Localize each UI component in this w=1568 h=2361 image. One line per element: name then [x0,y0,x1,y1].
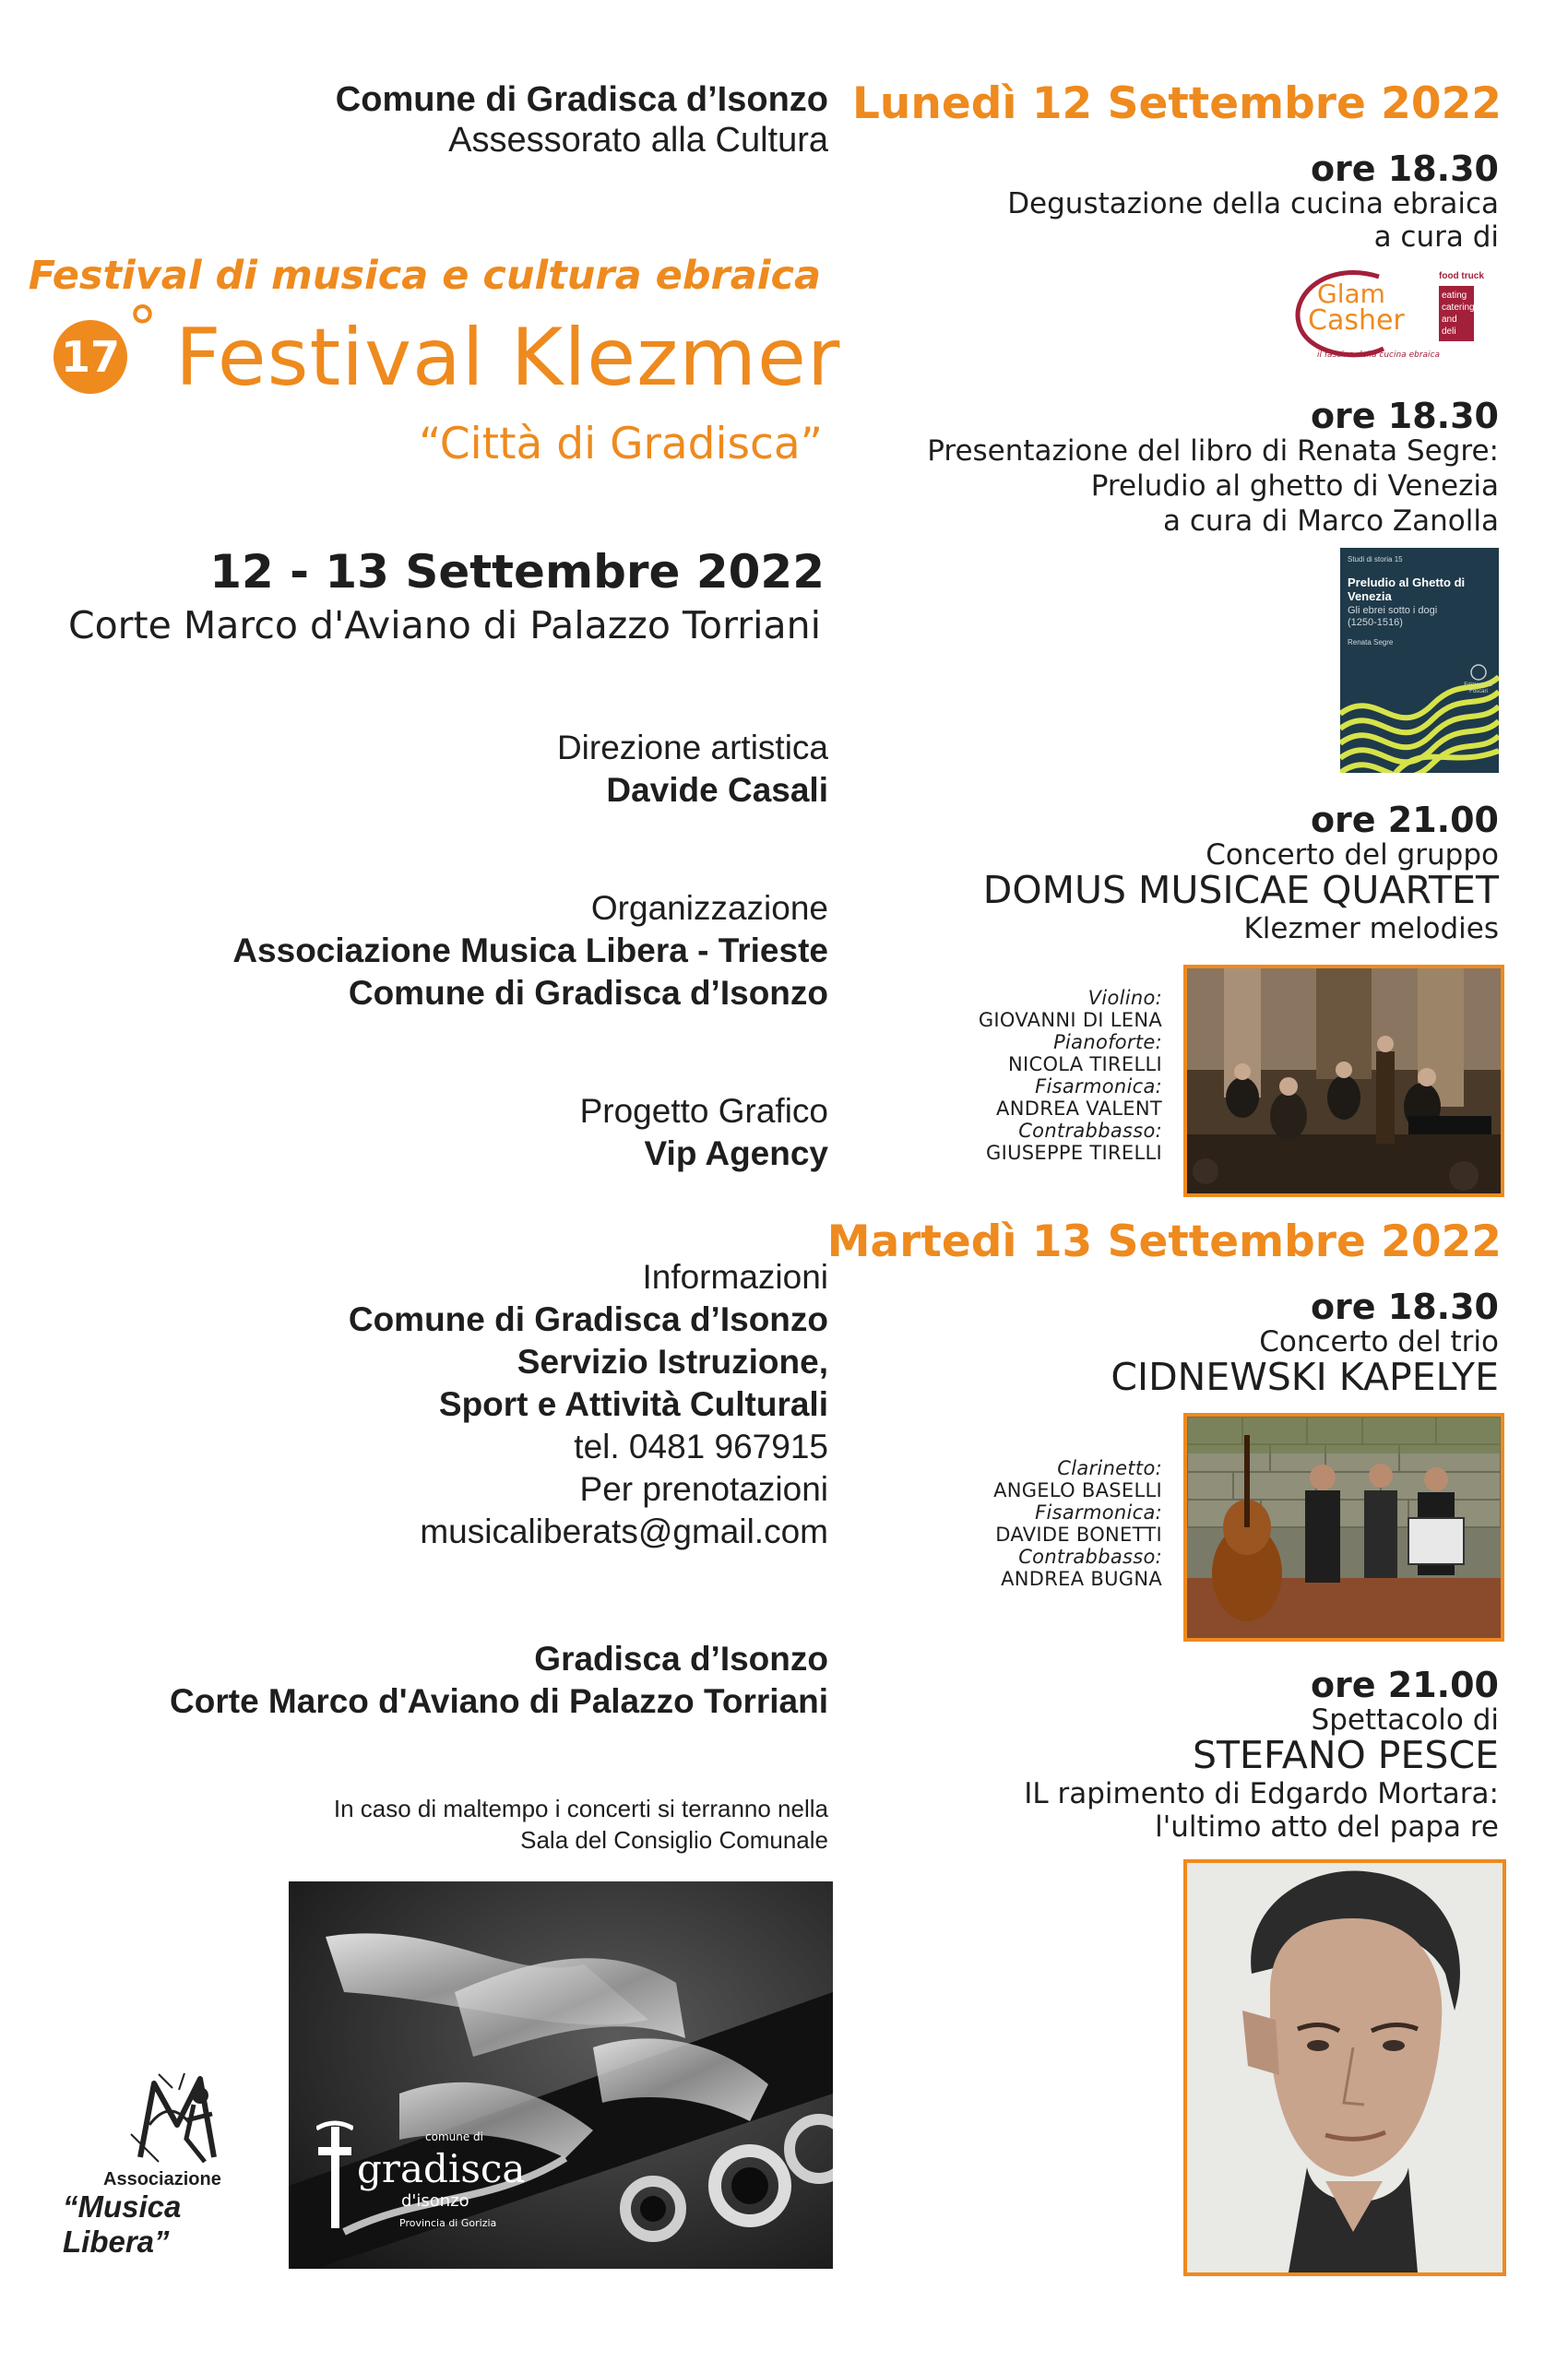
organization-1: Associazione Musica Libera - Trieste [232,931,828,969]
organization-label: Organizzazione [590,889,828,927]
day1-event1-curator: a cura di [1373,220,1499,254]
weather-note-2: Sala del Consiglio Comunale [520,1826,828,1854]
day1-event2-time: ore 18.30 [1310,396,1499,436]
glam-tagline: il fascino della cucina ebraica [1317,350,1440,360]
day1-event3-time: ore 21.00 [1310,800,1499,840]
musica-libera-logo [55,2070,295,2259]
place-venue: Corte Marco d'Aviano di Palazzo Torriani [170,1682,828,1720]
day1-heading: Lunedì 12 Settembre 2022 [851,78,1502,129]
info-email[interactable]: musicaliberats@gmail.com [420,1513,828,1550]
foodtruck-box [1439,286,1474,341]
info-label: Informazioni [642,1258,828,1296]
comune-small: comune di [425,2130,483,2143]
comune-sub: d'isonzo [401,2191,469,2211]
stefano-pesce-portrait [1183,1859,1506,2276]
musica-libera-label-2: “Musica Libera” [63,2189,182,2259]
day1-event2-desc: Presentazione del libro di Renata Segre: [927,434,1499,468]
day1-event3-desc: Concerto del gruppo [1206,838,1499,872]
domus-quartet-photo [1183,965,1504,1197]
clarinet-photo [289,1881,833,2269]
weather-note-1: In caso di maltempo i concerti si terranno nella [333,1795,828,1822]
foodtruck-3: and deli [1442,314,1457,337]
info-phone[interactable]: tel. 0481 967915 [574,1428,828,1465]
artistic-director: Davide Casali [606,771,828,809]
cidnewski-musicians [993,1457,1162,1590]
musician-name: ANDREA VALENT [996,1097,1162,1120]
organizer-name: Comune di Gradisca d’Isonzo [335,80,828,119]
artistic-direction-label: Direzione artistica [556,729,828,766]
foodtruck-2: catering [1442,303,1475,313]
musician-name: GIOVANNI DI LENA [978,1009,1162,1031]
info-service: Servizio Istruzione, [517,1343,828,1381]
domus-musicians [979,987,1162,1164]
cidnewski-trio-photo [1183,1413,1504,1642]
musician-role: Fisarmonica: [1035,1075,1162,1097]
day2-event2-performer: STEFANO PESCE [1192,1733,1499,1777]
day2-event1-group: CIDNEWSKI KAPELYE [1111,1355,1499,1399]
book-title: Preludio al Ghetto di Venezia [1348,575,1466,603]
graphic-agency: Vip Agency [644,1134,828,1172]
comune-logo [316,2119,526,2248]
day2-heading: Martedì 13 Settembre 2022 [826,1216,1502,1267]
day1-event1-time: ore 18.30 [1310,148,1499,189]
musician-name: DAVIDE BONETTI [995,1524,1162,1546]
festival-dates: 12 - 13 Settembre 2022 [209,545,825,599]
day1-event2-curator: a cura di Marco Zanolla [1162,504,1499,538]
day1-event1-desc: Degustazione della cucina ebraica [1007,187,1499,220]
place-town: Gradisca d’Isonzo [534,1640,828,1678]
musician-name: NICOLA TIRELLI [1008,1053,1162,1075]
day2-event2-time: ore 21.00 [1310,1665,1499,1705]
cross-icon [316,2119,353,2239]
info-booking: Per prenotazioni [579,1470,828,1508]
edition-degree: ° [127,293,158,364]
edition-badge [53,320,127,394]
musician-role: Fisarmonica: [1035,1501,1162,1524]
musician-role: Pianoforte: [1053,1031,1162,1053]
day1-event2-book: Preludio al ghetto di Venezia [1090,469,1499,503]
musician-role: Contrabbasso: [1018,1546,1162,1568]
foodtruck-label: food truck [1439,271,1484,281]
musician-role: Violino: [1087,987,1162,1009]
book-author: Renata Segre [1348,638,1394,647]
musician-name: ANDREA BUGNA [1001,1568,1162,1590]
glam-casher-logo [1291,266,1513,367]
book-cover [1340,548,1499,773]
info-comune: Comune di Gradisca d’Isonzo [348,1300,828,1338]
festival-title: Festival Klezmer [175,312,841,404]
organization-2: Comune di Gradisca d’Isonzo [348,974,828,1012]
musica-libera-mark-icon [122,2070,232,2171]
festival-city: “Città di Gradisca” [419,419,823,469]
day2-event2-title: IL rapimento di Edgardo Mortara: [1024,1777,1499,1810]
day2-event1-desc: Concerto del trio [1259,1325,1499,1358]
glam-line1: Glam [1317,279,1385,309]
info-service-2: Sport e Attività Culturali [438,1385,828,1423]
day1-event3-subtitle: Klezmer melodies [1243,912,1499,945]
comune-name: gradisca [357,2146,526,2191]
book-series: Studi di storia 15 [1348,555,1403,564]
glam-line2: Casher [1308,304,1405,337]
foodtruck-1: eating [1442,291,1467,301]
day2-event2-subtitle: l'ultimo atto del papa re [1155,1810,1499,1844]
book-publisher: Edizioni Ca' Foscari [1464,682,1493,694]
comune-province: Provincia di Gorizia [399,2217,497,2229]
organizer-department: Assessorato alla Cultura [448,121,828,160]
festival-venue: Corte Marco d'Aviano di Palazzo Torriani [67,603,821,647]
musician-role: Contrabbasso: [1018,1120,1162,1142]
musician-role: Clarinetto: [1057,1457,1162,1479]
book-subtitle: Gli ebrei sotto i dogi (1250-1516) [1348,605,1438,628]
musician-name: ANGELO BASELLI [993,1479,1162,1501]
day1-event3-group: DOMUS MUSICAE QUARTET [982,868,1499,912]
day2-event1-time: ore 18.30 [1310,1287,1499,1327]
graphic-label: Progetto Grafico [579,1092,828,1130]
festival-subtitle: Festival di musica e cultura ebraica [28,253,821,299]
musica-libera-label-1: Associazione [103,2169,221,2189]
musician-name: GIUSEPPE TIRELLI [986,1142,1162,1164]
day2-event2-desc: Spettacolo di [1311,1703,1499,1737]
edition-number: 17 [60,332,120,382]
